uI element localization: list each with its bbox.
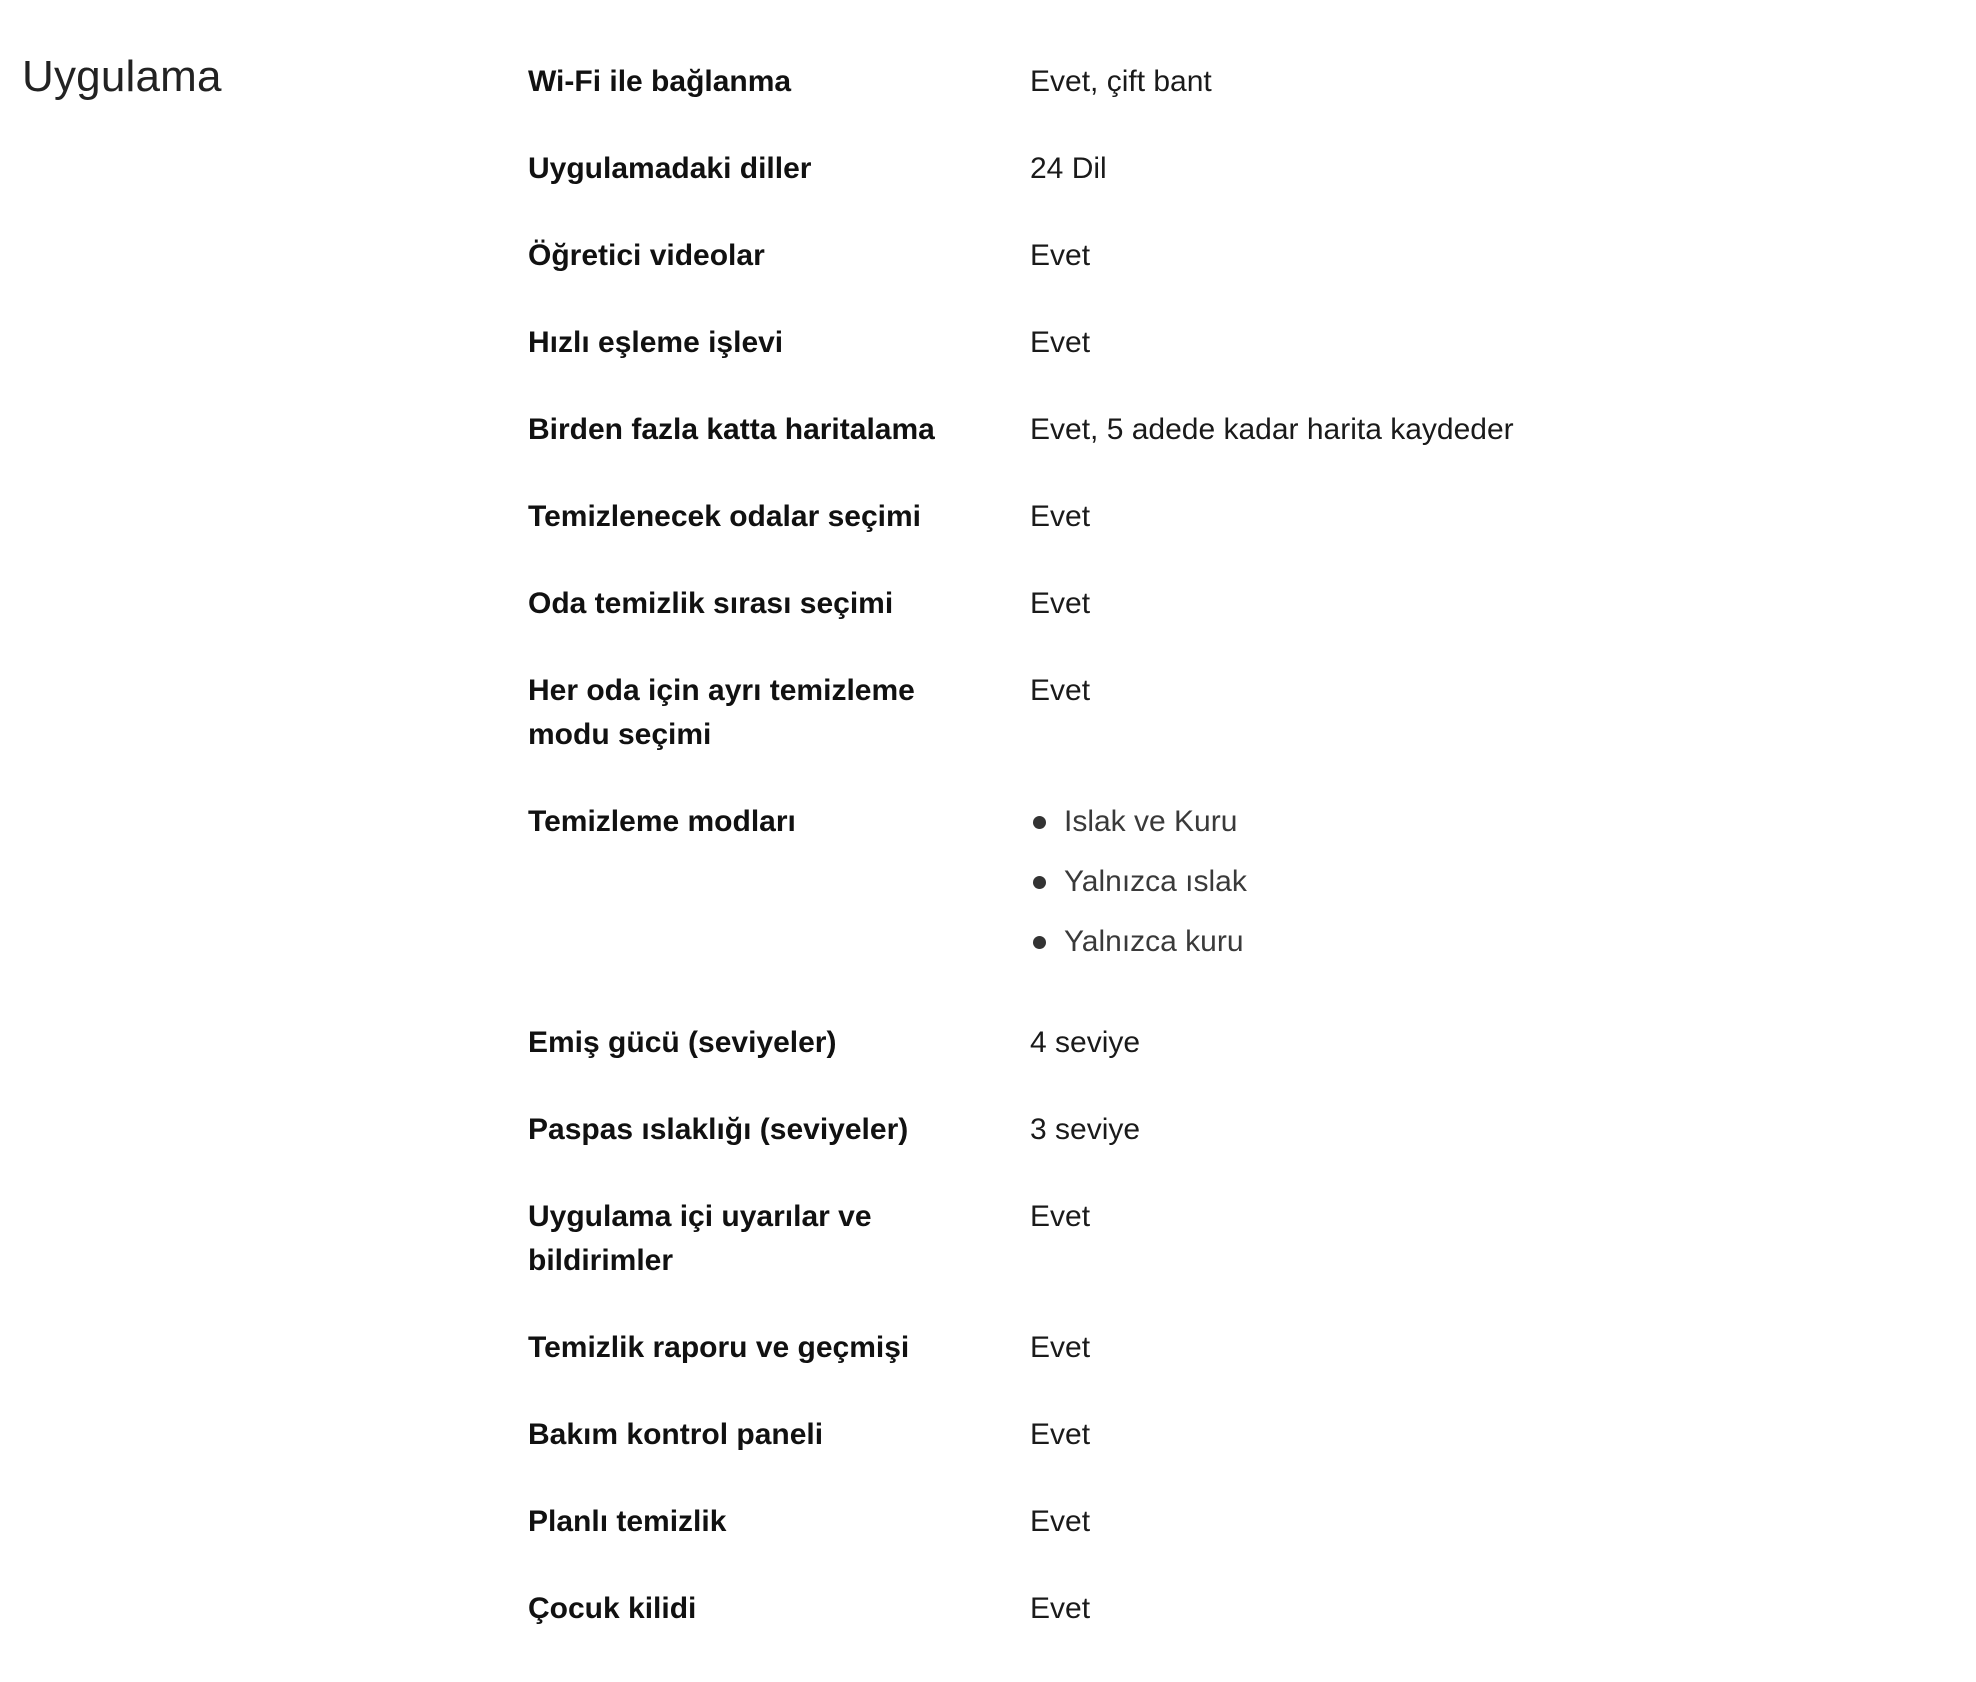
spec-value: Evet	[1030, 674, 1091, 707]
section-title: Uygulama	[22, 52, 222, 101]
spec-value: Evet	[1030, 1592, 1091, 1625]
spec-row-cleaning-report	[528, 1326, 1928, 1413]
spec-table	[528, 60, 1928, 1674]
spec-row-room-order	[528, 582, 1928, 669]
bullet-icon	[1033, 876, 1046, 889]
spec-value: 4 seviye	[1030, 1026, 1141, 1059]
list-item	[1030, 860, 1928, 904]
spec-value: Evet	[1030, 500, 1091, 533]
spec-value: Evet, çift bant	[1030, 65, 1212, 98]
spec-value: Evet	[1030, 1418, 1091, 1451]
bullet-icon	[1033, 936, 1046, 949]
spec-row-scheduled-cleaning	[528, 1500, 1928, 1587]
spec-row-maintenance-panel	[528, 1413, 1928, 1500]
spec-value: Evet	[1030, 587, 1091, 620]
spec-label: Temizlik raporu ve geçmişi	[528, 1331, 910, 1364]
spec-label: Paspas ıslaklığı (seviyeler)	[528, 1113, 909, 1146]
bullet-icon	[1033, 816, 1046, 829]
spec-label: Birden fazla katta haritalama	[528, 413, 935, 446]
spec-label: Wi-Fi ile bağlanma	[528, 65, 792, 98]
spec-label: Uygulamadaki diller	[528, 152, 812, 185]
spec-value: Evet	[1030, 1331, 1091, 1364]
spec-row-mop-wetness	[528, 1108, 1928, 1195]
spec-label: Emiş gücü (seviyeler)	[528, 1026, 837, 1059]
spec-row-child-lock	[528, 1587, 1928, 1674]
spec-value: Evet	[1030, 326, 1091, 359]
spec-label: Hızlı eşleme işlevi	[528, 326, 784, 359]
spec-row-quick-pairing	[528, 321, 1928, 408]
spec-row-wifi	[528, 60, 1928, 147]
spec-label: Temizlenecek odalar seçimi	[528, 500, 921, 533]
spec-label: Her oda için ayrı temizleme modu seçimi	[528, 674, 915, 751]
spec-label: Temizleme modları	[528, 805, 796, 838]
spec-value: Evet	[1030, 1200, 1091, 1233]
spec-label: Uygulama içi uyarılar ve bildirimler	[528, 1200, 872, 1277]
spec-row-multi-floor-mapping	[528, 408, 1928, 495]
spec-value: Evet	[1030, 239, 1091, 272]
spec-value: Evet, 5 adede kadar harita kaydeder	[1030, 413, 1514, 446]
list-item	[1030, 920, 1928, 964]
spec-label: Planlı temizlik	[528, 1505, 727, 1538]
spec-row-room-selection	[528, 495, 1928, 582]
spec-value	[1030, 800, 1928, 964]
spec-value: 3 seviye	[1030, 1113, 1141, 1146]
spec-label: Çocuk kilidi	[528, 1592, 697, 1625]
list-item-text: Islak ve Kuru	[1064, 805, 1238, 838]
list-item	[1030, 800, 1928, 844]
spec-label: Bakım kontrol paneli	[528, 1418, 824, 1451]
spec-row-tutorial-videos	[528, 234, 1928, 321]
spec-value: 24 Dil	[1030, 152, 1107, 185]
spec-label: Oda temizlik sırası seçimi	[528, 587, 894, 620]
spec-row-cleaning-modes	[528, 800, 1928, 1021]
spec-row-per-room-mode	[528, 669, 1928, 800]
spec-row-notifications	[528, 1195, 1928, 1326]
list-item-text: Yalnızca kuru	[1064, 925, 1244, 958]
spec-label: Öğretici videolar	[528, 239, 765, 272]
spec-row-suction-power	[528, 1021, 1928, 1108]
list-item-text: Yalnızca ıslak	[1064, 865, 1247, 898]
cleaning-modes-list	[1030, 800, 1928, 964]
spec-row-languages	[528, 147, 1928, 234]
spec-value: Evet	[1030, 1505, 1091, 1538]
